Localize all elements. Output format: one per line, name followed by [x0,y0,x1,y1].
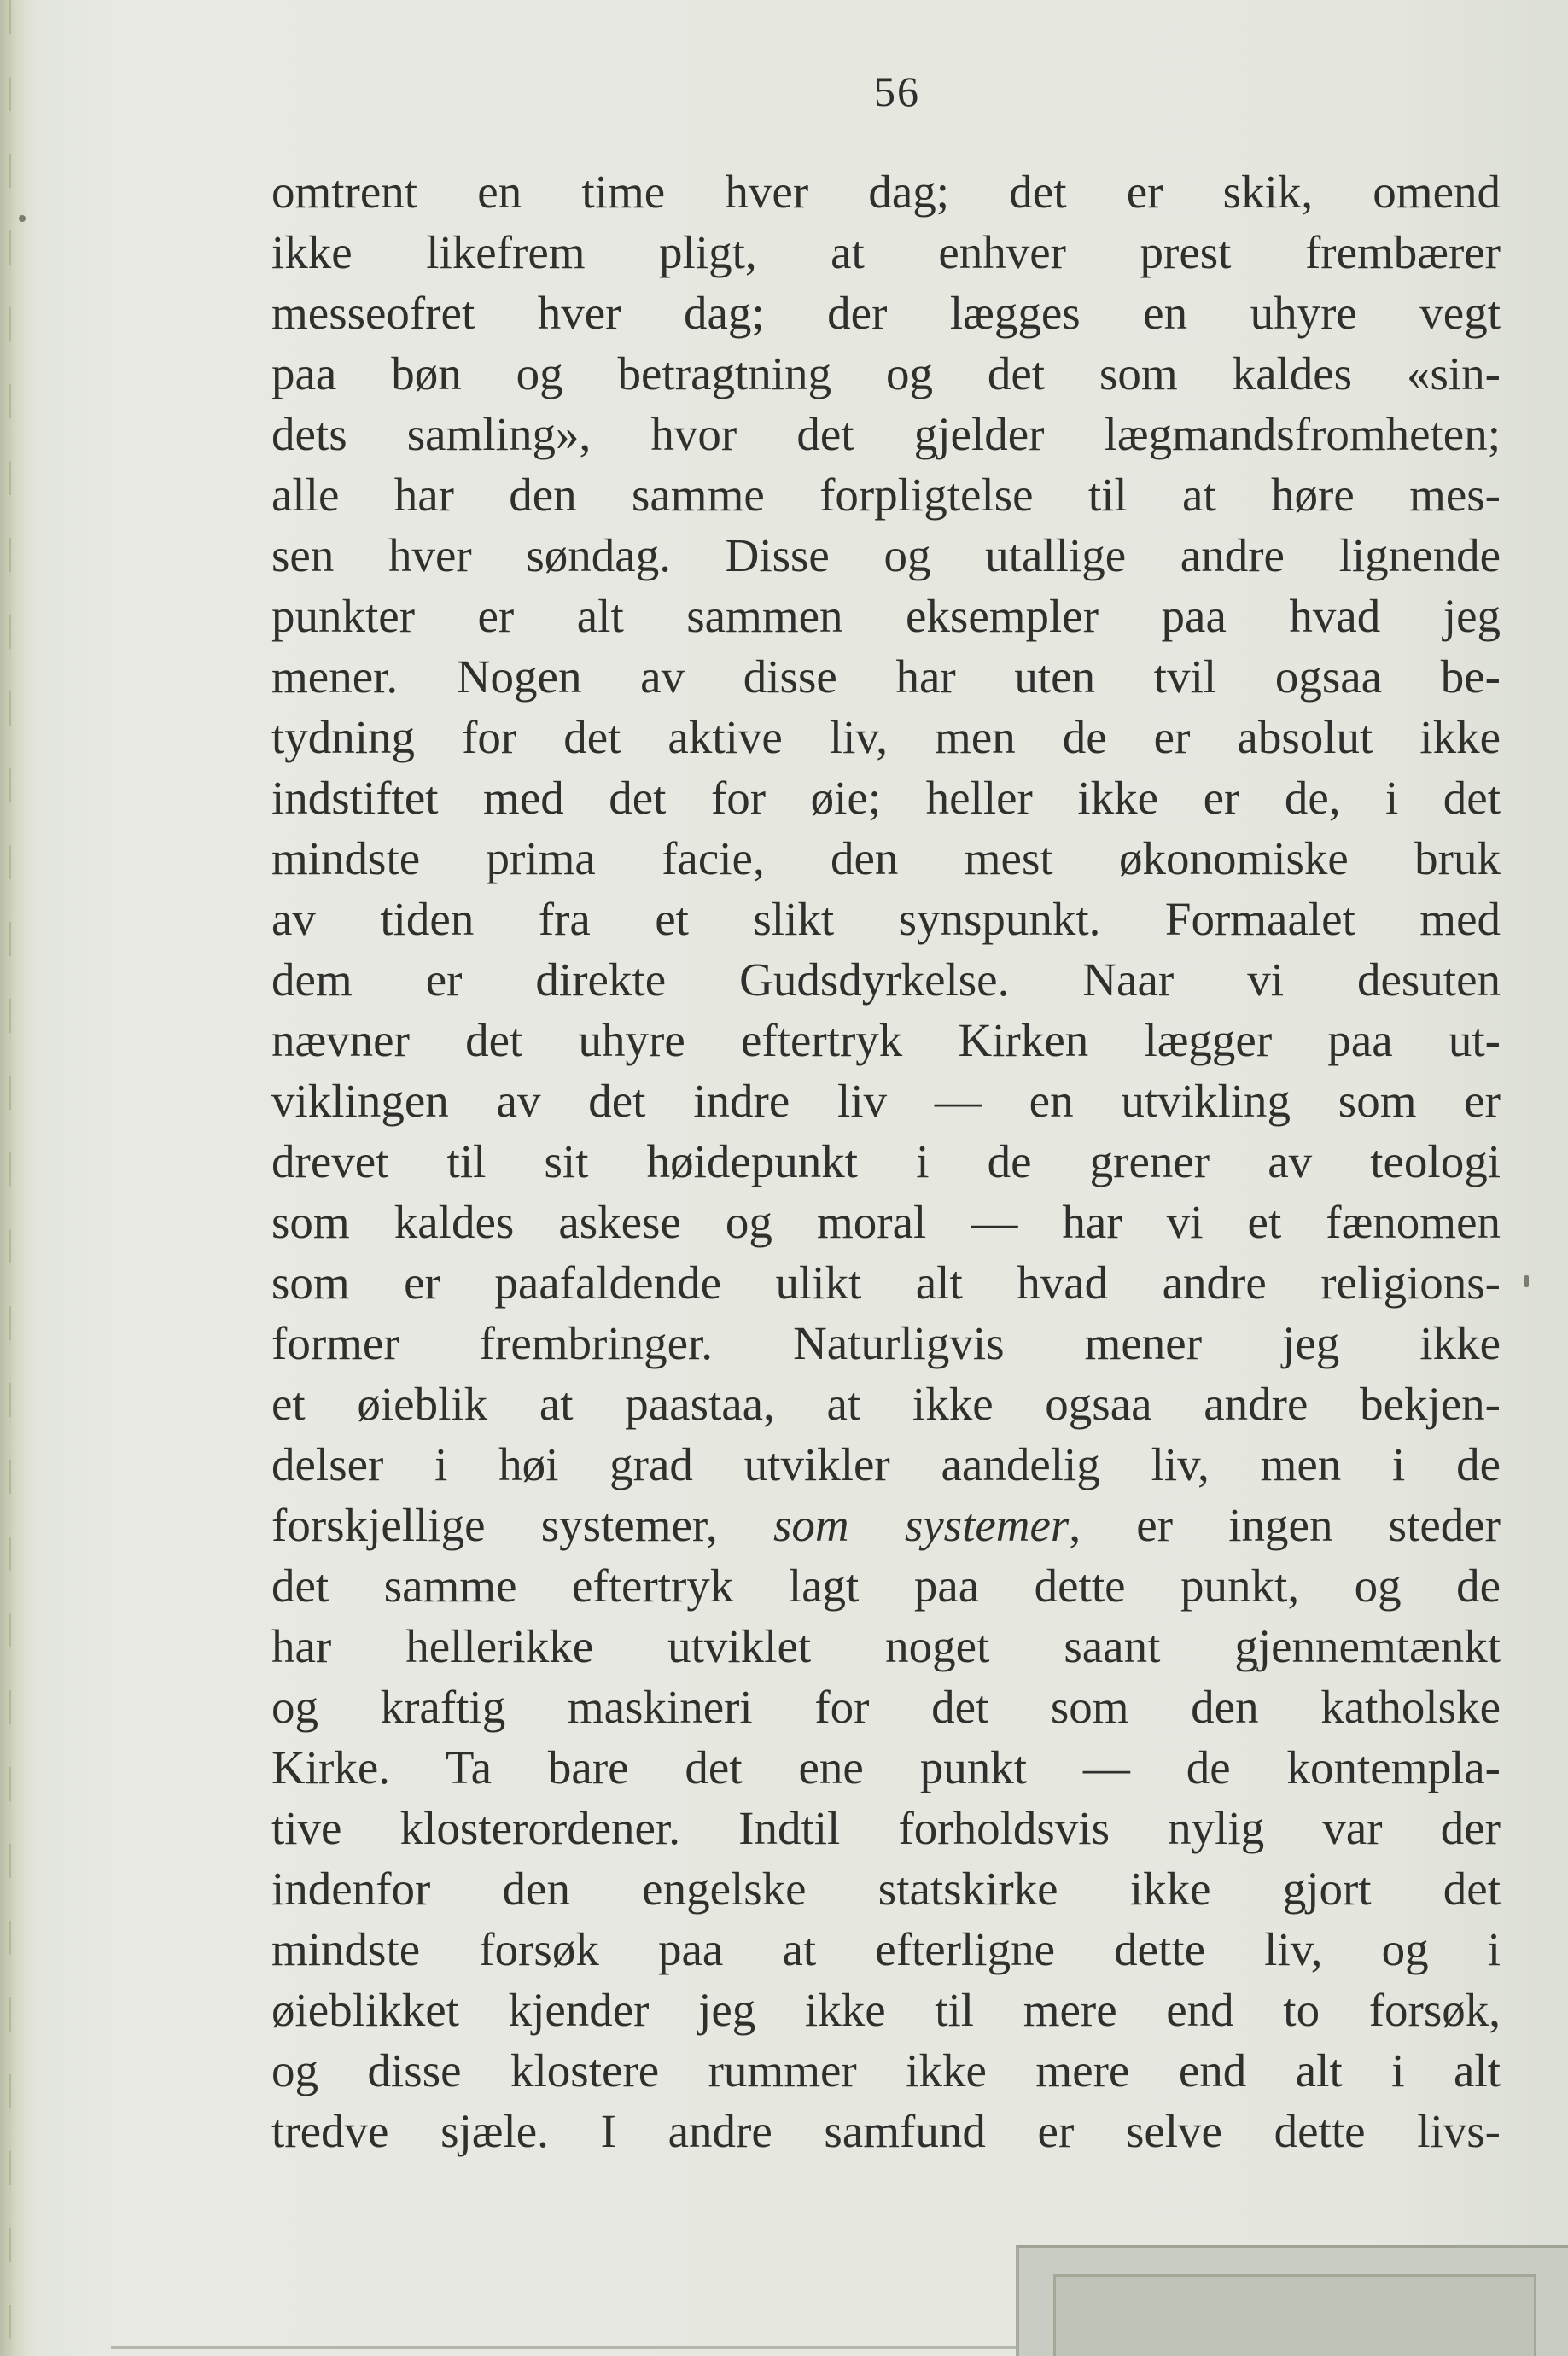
text-line-7: sen hver søndag. Disse og utallige andre lignende [271,529,1501,581]
text-line-9: mener. Nogen av disse har uten tvil ogsaa be- [271,650,1501,703]
text-line-6: alle har den samme forpligtelse til at høre mes- [271,469,1501,521]
text-line-12: mindste prima facie, den mest økonomiske bruk [271,832,1501,884]
text-line-23-start: forskjellige systemer, [271,1499,773,1551]
text-line-15: nævner det uhyre eftertryk Kirken lægger paa ut- [271,1014,1501,1066]
text-line-33: tredve sjæle. I andre samfund er selve dette livs- [271,2105,1501,2157]
text-line-25: har hellerikke utviklet noget saant gjennemtænkt [271,1620,1501,1672]
text-line-4: paa bøn og betragtning og det som kaldes «sin- [271,347,1501,399]
scan-speck [19,215,26,222]
bookmark-tab [1016,2245,1568,2356]
text-line-19: som er paafaldende ulikt alt hvad andre religions- [271,1257,1501,1309]
text-line-2: ikke likefrem pligt, at enhver prest frembærer [271,226,1501,278]
scan-speck [1524,1275,1529,1287]
text-line-27: Kirke. Ta bare det ene punkt — de kontempla- [271,1741,1501,1793]
text-line-29: indenfor den engelske statskirke ikke gjort det [271,1863,1501,1915]
page-number: 56 [874,67,920,115]
text-line-18: som kaldes askese og moral — har vi et fænomen [271,1196,1501,1248]
text-line-21: et øieblik at paastaa, at ikke ogsaa andre bekjen- [271,1378,1501,1430]
page-bottom-edge [111,2346,1016,2349]
text-line-32: og disse klostere rummer ikke mere end alt i alt [271,2044,1501,2096]
text-line-23-end: , er ingen steder [1069,1499,1501,1551]
text-line-5: dets samling», hvor det gjelder lægmandsfromheten; [271,408,1501,460]
text-line-31: øieblikket kjender jeg ikke til mere end to forsøk, [271,1984,1501,2036]
text-line-16: viklingen av det indre liv — en utvikling som er [271,1075,1501,1127]
text-line-22: delser i høi grad utvikler aandelig liv, men i de [271,1438,1501,1490]
text-line-1: omtrent en time hver dag; det er skik, omend [271,166,1501,218]
text-line-11: indstiftet med det for øie; heller ikke er de, i det [271,772,1501,824]
text-line-24: det samme eftertryk lagt paa dette punkt, og de [271,1560,1501,1612]
binding-edge [0,0,39,2356]
text-line-28: tive klosterordener. Indtil forholdsvis nylig var der [271,1802,1501,1854]
text-line-3: messeofret hver dag; der lægges en uhyre vegt [271,287,1501,339]
text-line-23 [271,1496,1501,1555]
text-line-13: av tiden fra et slikt synspunkt. Formaalet med [271,893,1501,945]
text-line-8: punkter er alt sammen eksempler paa hvad jeg [271,590,1501,642]
text-line-20: former frembringer. Naturligvis mener jeg ikke [271,1317,1501,1369]
italic-emphasis: som systemer [773,1499,1070,1551]
text-line-30: mindste forsøk paa at efterligne dette liv, og i [271,1923,1501,1975]
text-line-10: tydning for det aktive liv, men de er absolut ikke [271,711,1501,763]
text-line-14: dem er direkte Gudsdyrkelse. Naar vi desuten [271,953,1501,1006]
text-line-26: og kraftig maskineri for det som den katholske [271,1681,1501,1733]
text-line-17: drevet til sit høidepunkt i de grener av teologi [271,1135,1501,1187]
bookmark-tab-inner [1053,2274,1536,2356]
